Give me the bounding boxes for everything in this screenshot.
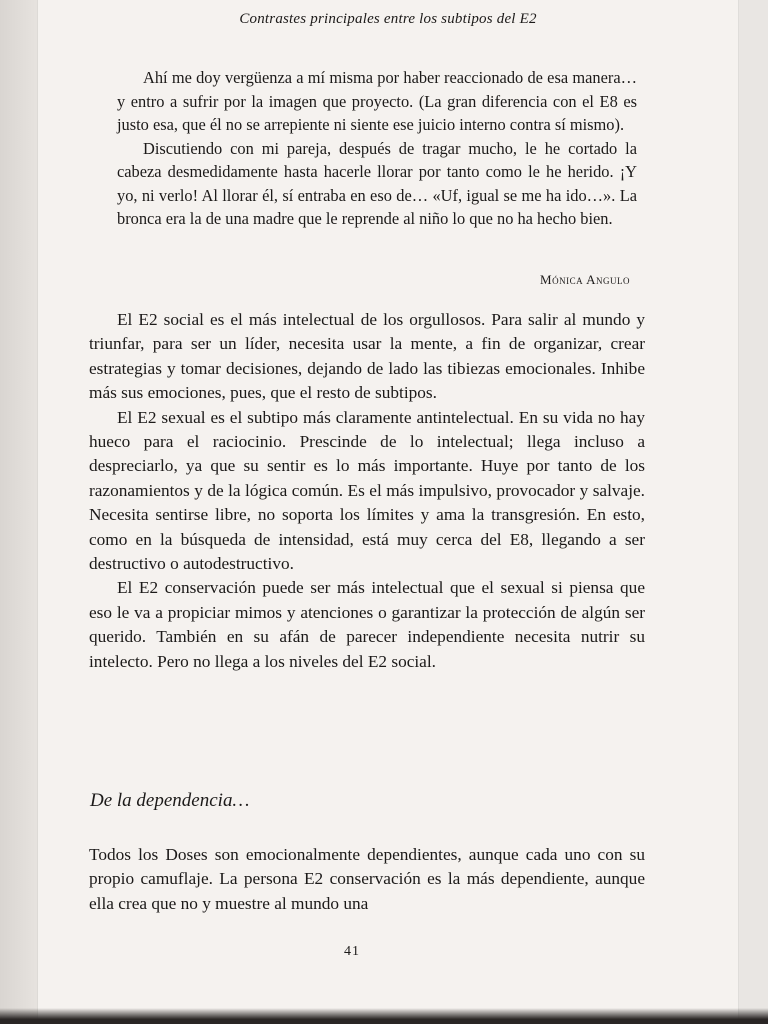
book-page bbox=[38, 0, 738, 1024]
body-paragraph: El E2 conservación puede ser más intelectual que el sexual si piensa que eso le va a propiciar mimos y atenciones o garantizar la protección de algún ser querido. También en su afán de parecer independiente necesita nutrir su intelecto. Pero no llega a los niveles del E2 social. bbox=[89, 578, 645, 671]
running-head: Contrastes principales entre los subtipos del E2 bbox=[239, 11, 537, 27]
page-gutter bbox=[0, 0, 38, 1024]
body-text bbox=[89, 308, 645, 674]
quote-paragraph: Discutiendo con mi pareja, después de tragar mucho, le he cortado la cabeza desmedidamente hasta hacerle llorar por tanto como le he herido. ¡Y yo, ni verlo! Al llorar él, sí entraba en eso de… «Uf, igual se me ha ido…». La bronca era la de una madre que le reprende al niño lo que no ha hecho bien. bbox=[117, 138, 637, 228]
body-paragraph: El E2 sexual es el subtipo más claramente antintelectual. En su vida no hay hueco para el raciocinio. Prescinde de lo intelectual; llega incluso a despreciarlo, ya que su sentir es lo más importante. Huye por tanto de los razonamientos y de la lógica común. Es el más impulsivo, provocador y salvaje. Necesita sentirse libre, no soporta los límites y ama la transgresión. En esto, como en la búsqueda de intensidad, está muy cerca del E8, llegando a ser destructivo o autodestructivo. bbox=[89, 407, 645, 574]
page-number: 41 bbox=[344, 944, 360, 959]
body-paragraph: El E2 social es el más intelectual de los orgullosos. Para salir al mundo y triunfar, para ser un líder, necesita usar la mente, a fin de organizar, crear estrategias y tomar decisiones, dejando de lado las tibiezas emocionales. Inhibe más sus emociones, pues, que el resto de subtipos. bbox=[89, 310, 645, 403]
quote-block bbox=[117, 66, 637, 231]
section-body bbox=[89, 843, 645, 916]
page-shadow bbox=[0, 1008, 768, 1024]
body-paragraph: Todos los Doses son emocionalmente dependientes, aunque cada uno con su propio camuflaje. La persona E2 conservación es la más dependiente, aunque ella crea que no y muestre al mundo una bbox=[89, 845, 645, 913]
quote-paragraph: Ahí me doy vergüenza a mí misma por haber reaccionado de esa manera… y entro a sufrir por la imagen que proyecto. (La gran diferencia con el E8 es justo esa, que él no se arrepiente ni siente ese juicio interno contra sí mismo). bbox=[117, 68, 637, 134]
section-heading: De la dependencia… bbox=[90, 790, 250, 811]
quote-attribution: Mónica Angulo bbox=[540, 272, 630, 287]
